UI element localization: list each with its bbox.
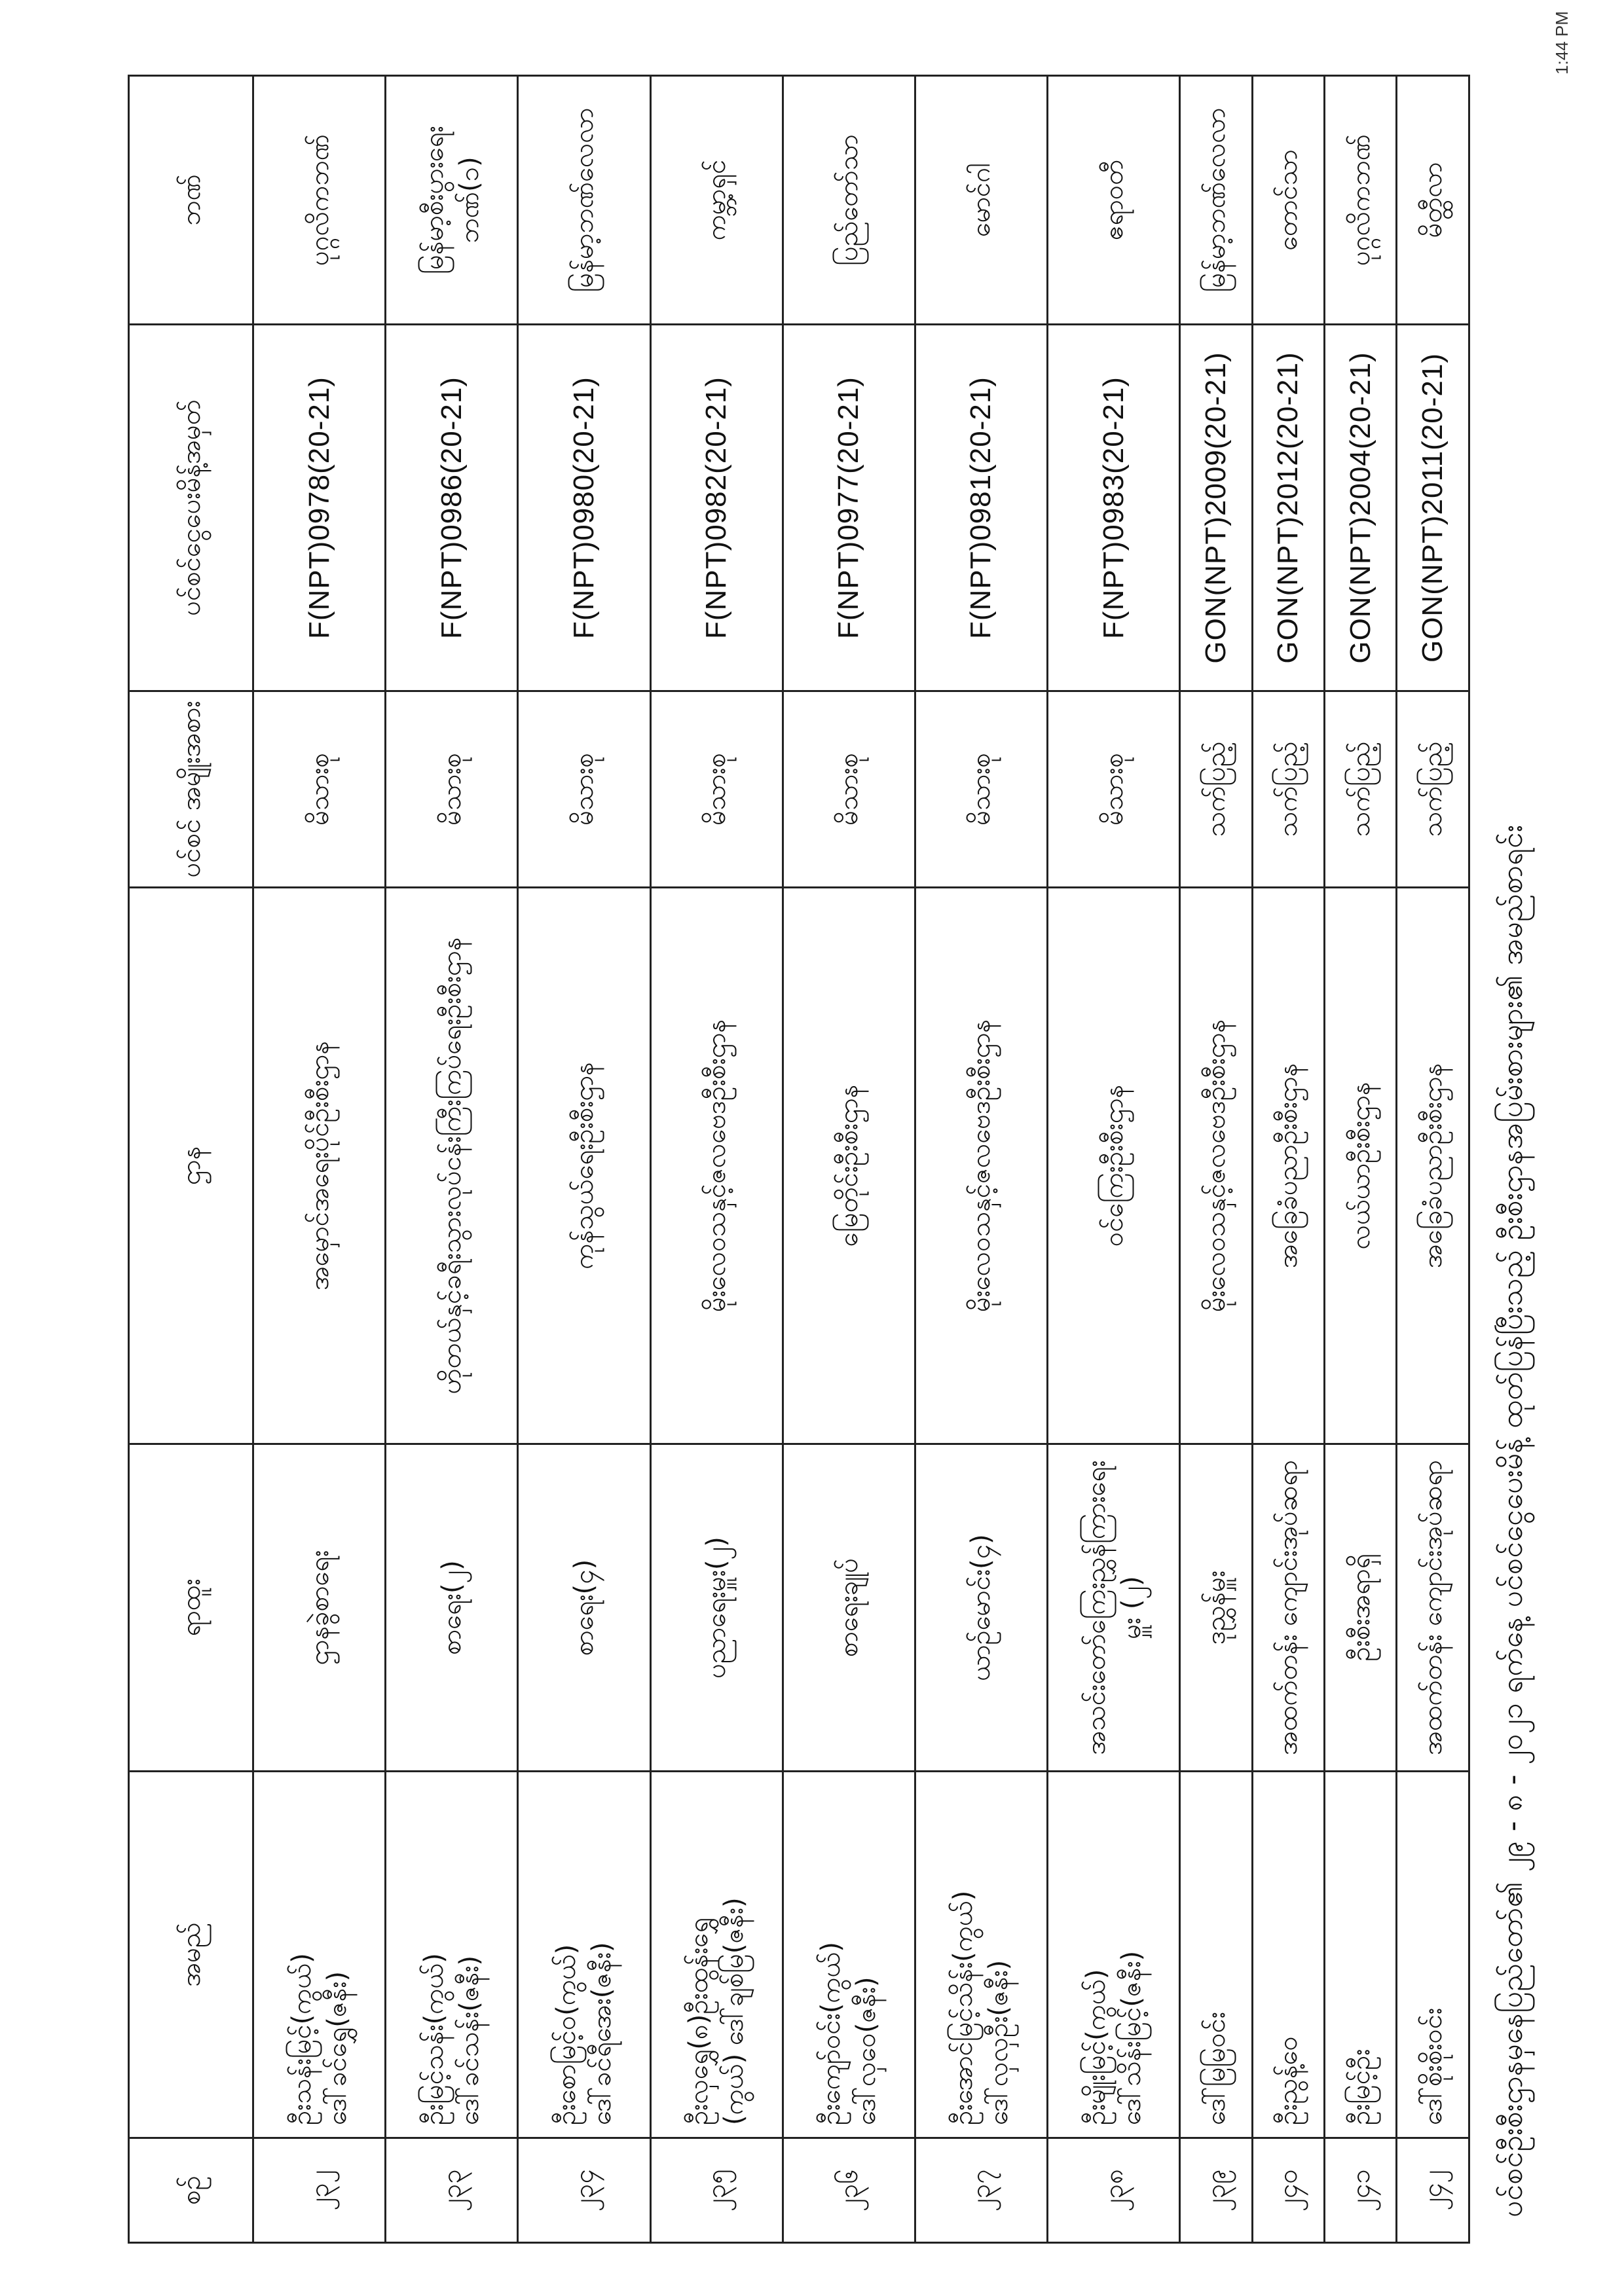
cell-dept: အခြေခံပညာဦးစီးဌာန — [1252, 888, 1324, 1444]
cell-bank: ပြည်တော်သာ — [783, 76, 915, 325]
cell-rank: စာရေး(၂) — [386, 1444, 518, 1772]
scan-timestamp: 1:44 PM — [1552, 11, 1572, 75]
table-row — [1252, 76, 1324, 2243]
cell-name — [915, 1772, 1047, 2138]
name-line: ဒေါ်ခင်ရီအေး(ဇနီး) — [586, 1942, 617, 2125]
cell-bank: မိတ္ထီလာ — [1397, 76, 1469, 325]
name-line: ဦးမြင့်သန်း(ကွယ်) — [418, 1953, 449, 2125]
cell-rank: ပညာရေးမှူး(၂) — [650, 1444, 783, 1772]
cell-no: ၂၃၈ — [1048, 2138, 1180, 2243]
cell-name — [518, 1772, 650, 2138]
cell-no: ၂၃၂ — [253, 2138, 386, 2243]
cell-bank: ကမ္ဘာ့ရှင် — [650, 76, 783, 325]
cell-dept: ကုန်သွယ်ရေးဦးစီးဌာန — [518, 888, 650, 1444]
cell-dept: ဝင်ကြေးဦးစီးဌာန — [1048, 888, 1180, 1444]
cell-rank: ဦးစီးအရာရှိ — [1325, 1444, 1397, 1772]
name-line: ဦးကျော်ဝင်း(ကွယ်) — [816, 1942, 847, 2125]
table-row — [1048, 76, 1180, 2243]
name-line: (ကွယ်) ဒေါ်ချစ်မြ(ဇနီး) — [719, 1897, 750, 2125]
cell-bank: ဧရာဝတီ — [1048, 76, 1180, 325]
table-row — [650, 76, 783, 2243]
table-row — [783, 76, 915, 2243]
cell-dept: ဟိုတယ်နှင့်ခရီးသွားလုပ်ငန်းကြီးကြပ်ရေးဦးစီးဌာန — [386, 888, 518, 1444]
cell-order: F(NPT)0977(20-21) — [783, 325, 915, 691]
cell-dept: လယ်ယာဦးစီးဌာန — [1325, 888, 1397, 1444]
cell-type: သက်ပြည့် — [1397, 691, 1469, 888]
cell-name — [783, 1772, 915, 2138]
header-rank: ရာထူး — [129, 1444, 253, 1772]
header-name: အမည် — [129, 1772, 253, 2138]
name-line: ဒေါ်မြမြဝင်း — [1200, 2011, 1231, 2125]
name-line: ဒေါ်ခင်သန်း(ဇနီး) — [454, 1955, 485, 2125]
cell-rank: စာရေးချုပ် — [783, 1444, 915, 1772]
name-line: ဦးသန်းမြင့်(ကွယ်) — [286, 1953, 317, 2125]
cell-bank: ပုဂ္ဂလိကဘဏ် — [253, 76, 386, 325]
table-row — [253, 76, 386, 2243]
cell-no: ၂၃၆ — [783, 2138, 915, 2243]
name-line: ဒေါ်သိန်းမြင့်(ဇနီး) — [1116, 1950, 1147, 2125]
cell-type: မိသားစု — [915, 691, 1047, 888]
cell-type: မိသားစု — [1048, 691, 1180, 888]
cell-no: ၂၃၃ — [386, 2138, 518, 2243]
header-order: ပင်စင်ငွေပေးမိန့်အမှတ် — [129, 325, 253, 691]
pension-table — [128, 75, 1470, 2244]
document-title: ပင်စင်ဦးစီးဌာနမှနေပြည်တော်၏ ၂၉ - ၈ - ၂၀၂၁ ရက်နေ့ ပင်စင်ငွေပေးမိန့် ထုတ်ပြန်ပြီးသည့် ဦးစီးဌာနအပြမ်းစားများ၏ အမည်စာရင်း — [1496, 824, 1529, 2217]
cell-dept: မြေတိုင်းဦးစီးဌာန — [783, 888, 915, 1444]
table-row — [386, 76, 518, 2243]
cell-type: မိသားစု — [518, 691, 650, 888]
cell-name — [1397, 1772, 1469, 2138]
header-no: စဉ် — [129, 2138, 253, 2243]
cell-bank: တောင်သာ — [1252, 76, 1324, 325]
cell-name — [1048, 1772, 1180, 2138]
cell-name — [1325, 1772, 1397, 2138]
header-dept: ဌာန — [129, 888, 253, 1444]
name-line: ဦးအောင်မြင့်သိန်း(ကွယ်) — [948, 1890, 979, 2125]
cell-order: F(NPT)0986(20-21) — [386, 325, 518, 691]
cell-name — [1252, 1772, 1324, 2138]
cell-rank: အသင်းတော်ကြေးညွှန်ကြားရေးမှူး (၂) — [1048, 1444, 1180, 1772]
cell-rank: စာရေး(၄) — [518, 1444, 650, 1772]
cell-type: မိသားစု — [386, 691, 518, 888]
table-row — [1397, 76, 1469, 2243]
cell-dept: မိုးလေဝသနှင့်ဇလဗေဒဦးစီးဌာန — [1180, 888, 1252, 1444]
name-line: ဦးညွန့်ဝေ — [1273, 2036, 1304, 2125]
cell-no: ၂၄၁ — [1325, 2138, 1397, 2243]
cell-bank: မြန်မာ့စီးပွားရေးဘဏ်(၁) — [386, 76, 518, 325]
cell-no: ၂၄၂ — [1397, 2138, 1469, 2243]
cell-type: မိသားစု — [253, 691, 386, 888]
cell-name — [386, 1772, 518, 2138]
header-type: ပင်စင် အမျိုးအစား — [129, 691, 253, 888]
cell-order: F(NPT)0980(20-21) — [518, 325, 650, 691]
name-line: ဦးမြင့်ဦး — [1345, 2049, 1376, 2125]
cell-name — [253, 1772, 386, 2138]
cell-bank: မြန်မာ့ဘဏ်လေလာ — [1180, 76, 1252, 325]
cell-dept: မိုးလေဝသနှင့်ဇလဗေဒဦးစီးဌာန — [650, 888, 783, 1444]
cell-rank: ဌာနခွဲစာရေး — [253, 1444, 386, 1772]
name-line: ဦးမျိုးမြင့်(ကွယ်) — [1080, 1969, 1111, 2125]
cell-no: ၂၃၉ — [1180, 2138, 1252, 2243]
name-line: ဒေါ်ခင်ရွှေ(ဇနီး) — [322, 1971, 352, 2125]
cell-type: သက်ပြည့် — [1180, 691, 1252, 888]
cell-bank: ပုဂ္ဂလိကဘဏ် — [1325, 76, 1397, 325]
name-line: ဒေါ်လှလှဦး(ဇနီး) — [984, 1959, 1014, 2125]
cell-no: ၂၃၅ — [650, 2138, 783, 2243]
cell-rank: အထက်တန်း ကျောင်းအုပ်ဆရာ — [1252, 1444, 1324, 1772]
table-header-row — [129, 76, 253, 2243]
cell-name — [1180, 1772, 1252, 2138]
name-line: ဦးစောမြင့်ဝ(ကွယ်) — [551, 1944, 581, 2125]
table-row — [518, 76, 650, 2243]
cell-type: မိသားစု — [783, 691, 915, 888]
header-bank: ဘဏ် — [129, 76, 253, 325]
name-line: ဒေါ်စိုးစိုးဝင်း — [1418, 2007, 1449, 2125]
name-line: ဒေါ်လှဝေ(ဇနီး) — [851, 1977, 882, 2125]
cell-rank: အထက်တန်း ကျောင်းအုပ်ဆရာ — [1397, 1444, 1469, 1772]
cell-type: သက်ပြည့် — [1252, 691, 1324, 888]
cell-order: GON(NPT)2009(20-21) — [1180, 325, 1252, 691]
cell-type: မိသားစု — [650, 691, 783, 888]
cell-no: ၂၄၀ — [1252, 2138, 1324, 2243]
cell-rank: ယာဉ်မောင်း(၄) — [915, 1444, 1047, 1772]
cell-order: F(NPT)0982(20-21) — [650, 325, 783, 691]
name-line: ဦးလှရွှေ(၈)ဦးထွန်းရွှေ — [684, 1918, 714, 2125]
cell-no: ၂၃၇ — [915, 2138, 1047, 2243]
cell-order: GON(NPT)2004(20-21) — [1325, 325, 1397, 691]
table-row — [1325, 76, 1397, 2243]
cell-order: GON(NPT)2012(20-21) — [1252, 325, 1324, 691]
cell-bank: မောင်ဂါ — [915, 76, 1047, 325]
cell-order: F(NPT)0981(20-21) — [915, 325, 1047, 691]
cell-dept: အခြေခံပညာဦးစီးဌာန — [1397, 888, 1469, 1444]
cell-bank: မြန်မာ့ဘဏ်လေလာ — [518, 76, 650, 325]
cell-order: GON(NPT)2011(20-21) — [1397, 325, 1469, 691]
cell-order: F(NPT)0983(20-21) — [1048, 325, 1180, 691]
table-row — [915, 76, 1047, 2243]
cell-type: သက်ပြည့် — [1325, 691, 1397, 888]
cell-dept: မိုးလေဝသနှင့်ဇလဗေဒဦးစီးဌာန — [915, 888, 1047, 1444]
cell-name — [650, 1772, 783, 2138]
cell-order: F(NPT)0978(20-21) — [253, 325, 386, 691]
cell-no: ၂၃၄ — [518, 2138, 650, 2243]
cell-rank: ဒုညွှန်မှူး — [1180, 1444, 1252, 1772]
cell-dept: အမှောင်အရေးပိုင်ဦးစီးဌာန — [253, 888, 386, 1444]
table-row — [1180, 76, 1252, 2243]
